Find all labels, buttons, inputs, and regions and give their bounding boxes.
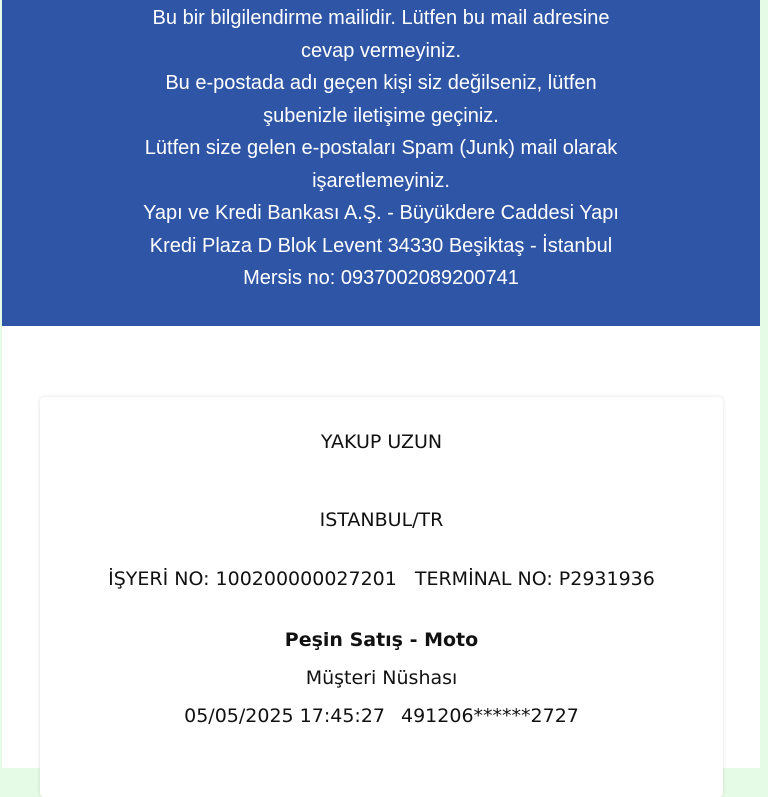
banner-line: Yapı ve Kredi Bankası A.Ş. - Büyükdere Caddesi Yapı <box>143 202 619 224</box>
merchant-city: ISTANBUL/TR <box>319 509 444 531</box>
transaction-type: Peşin Satış - Moto <box>284 629 479 651</box>
terminal-number: TERMİNAL NO: P2931936 <box>414 568 655 590</box>
copy-label: Müşteri Nüshası <box>305 667 458 689</box>
merchant-number: İŞYERİ NO: 100200000027201 <box>108 568 397 590</box>
transaction-datetime-card <box>40 705 723 727</box>
banner-line: Bu e-postada adı geçen kişi siz değilseniz, lütfen <box>165 72 597 94</box>
banner-mersis-line: Mersis no: 0937002089200741 <box>243 267 519 289</box>
banner-line: işaretlemeyiniz. <box>312 169 450 192</box>
info-banner <box>2 0 760 326</box>
banner-line: Lütfen size gelen e-postaları Spam (Junk) mail olarak <box>144 137 618 159</box>
banner-line: cevap vermeyiniz. <box>300 39 462 62</box>
merchant-terminal-ids <box>40 568 723 590</box>
masked-card-number: 491206******2727 <box>401 705 579 727</box>
merchant-name: YAKUP UZUN <box>320 431 443 453</box>
receipt-card <box>40 397 723 797</box>
transaction-datetime: 05/05/2025 17:45:27 <box>184 705 385 727</box>
banner-line: Bu bir bilgilendirme mailidir. Lütfen bu mail adresine <box>152 7 610 29</box>
banner-line: Kredi Plaza D Blok Levent 34330 Beşiktaş - İstanbul <box>149 234 613 257</box>
banner-line: şubenizle iletişime geçiniz. <box>263 104 499 127</box>
email-body <box>2 0 760 768</box>
